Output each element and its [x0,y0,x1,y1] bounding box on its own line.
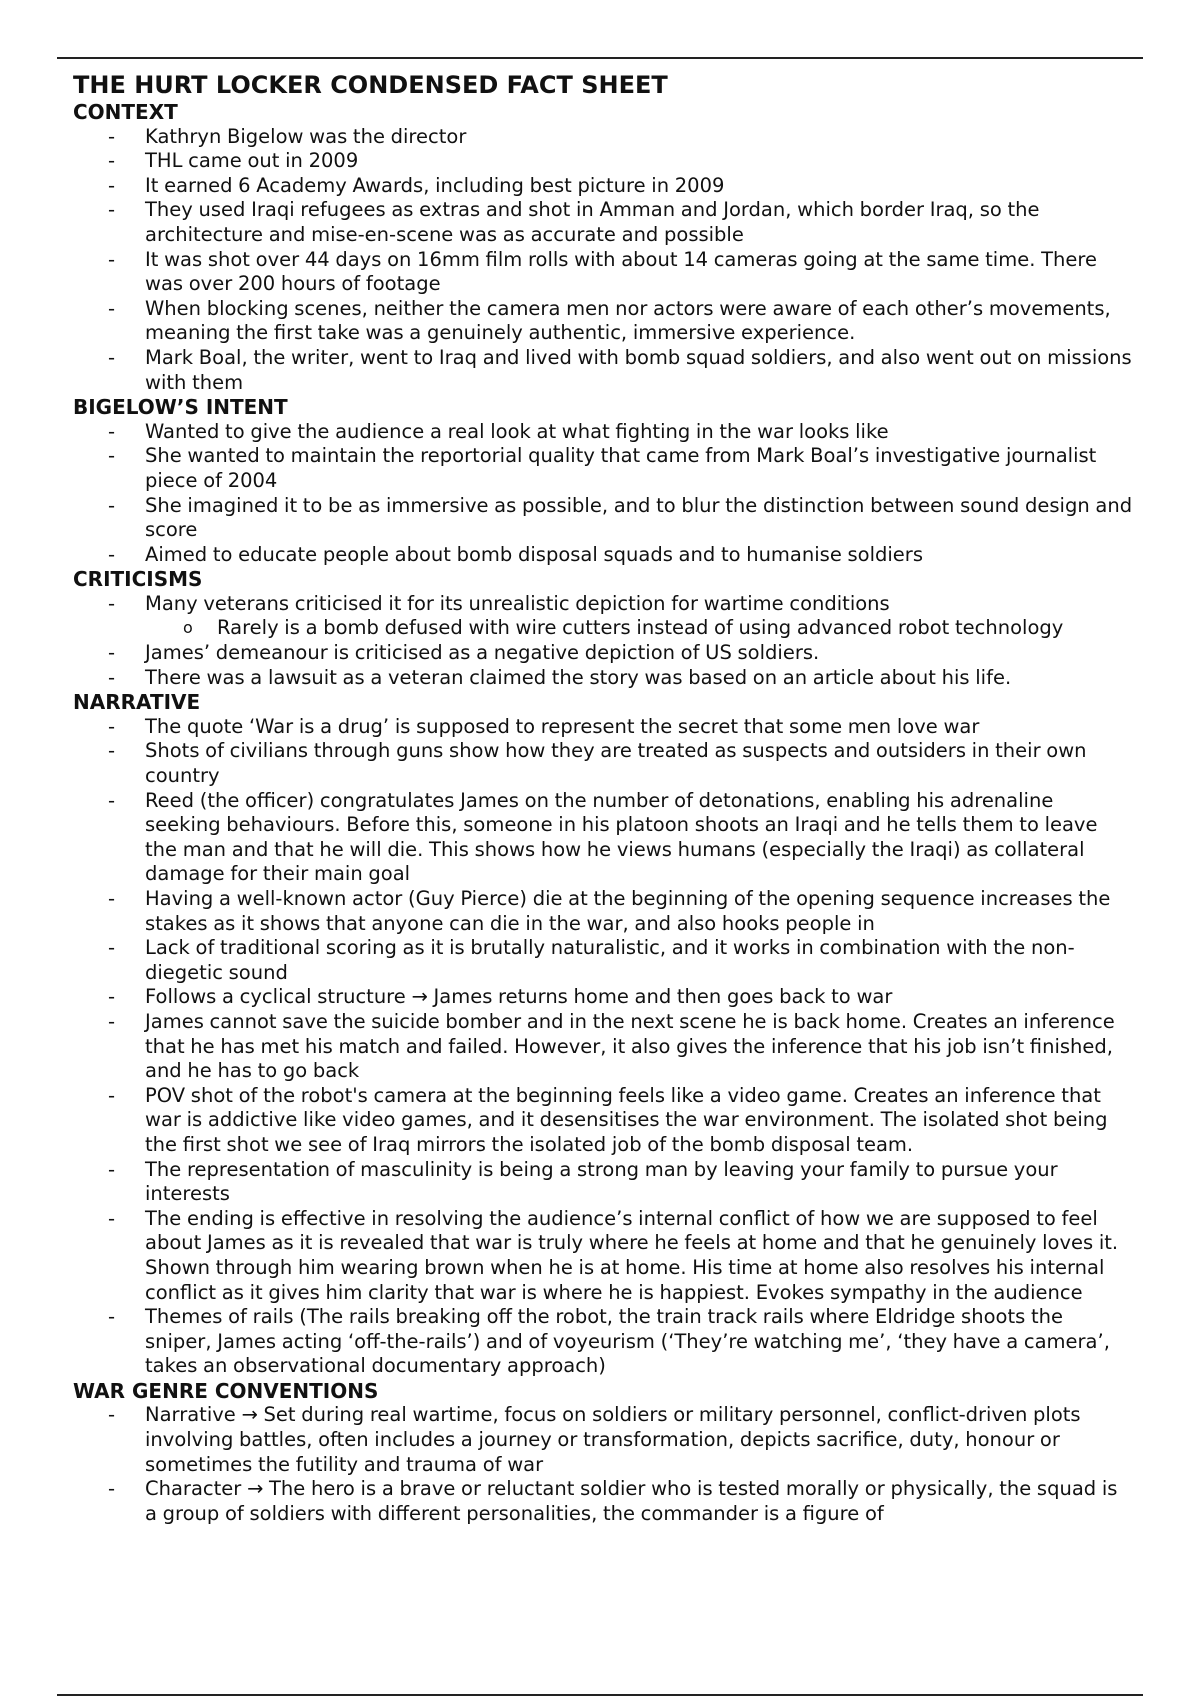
list-item: - The quote ‘War is a drug’ is supposed to represent the secret that some men love war [73,715,1133,740]
list-item: - Reed (the officer) congratulates James on the number of detonations, enabling his adrenaline seeking behaviours. Before this, someone in his platoon shoots an Iraqi and he tells them to leave the man and that he will die. This shows how he views humans (especially the Iraqi) as collateral damage for their main goal [73,789,1133,887]
list-item: - James’ demeanour is criticised as a negative depiction of US soldiers. [73,641,1133,666]
list-item: - The ending is effective in resolving the audience’s internal conflict of how we are supposed to feel about James as it is revealed that war is truly where he feels at home and that he genuinely loves it. Shown through him wearing brown when he is at home. His time at home also resolves his internal conflict as it gives him clarity that war is where he is happiest. Evokes sympathy in the audience [73,1207,1133,1305]
list-item: - POV shot of the robot's camera at the beginning feels like a video game. Creates an inference that war is addictive like video games, and it desensitises the war environment. The isolated shot being the first shot we see of Iraq mirrors the isolated job of the bomb disposal team. [73,1084,1133,1158]
section-heading-criticisms: CRITICISMS [73,567,203,592]
criticisms-list [73,592,1133,690]
list-item: - Narrative → Set during real wartime, focus on soldiers or military personnel, conflict-driven plots involving battles, often includes a journey or transformation, depicts sacrifice, duty, honour or sometimes the futility and trauma of war [73,1403,1133,1477]
list-item-text: - Many veterans criticised it for its unrealistic depiction for wartime conditions [145,591,890,615]
list-item: - The representation of masculinity is being a strong man by leaving your family to pursue your interests [73,1158,1133,1207]
list-item: - When blocking scenes, neither the camera men nor actors were aware of each other’s movements, meaning the first take was a genuinely authentic, immersive experience. [73,297,1133,346]
list-item: - It was shot over 44 days on 16mm film rolls with about 14 cameras going at the same time. There was over 200 hours of footage [73,248,1133,297]
list-item: - They used Iraqi refugees as extras and shot in Amman and Jordan, which border Iraq, so the architecture and mise-en-scene was as accurate and possible [73,198,1133,247]
list-item: - James cannot save the suicide bomber and in the next scene he is back home. Creates an inference that he has met his match and failed. However, it also gives the inference that his job isn’t finished, and he has to go back [73,1010,1133,1084]
list-item: - She wanted to maintain the reportorial quality that came from Mark Boal’s investigative journalist piece of 2004 [73,444,1133,493]
list-item: - Lack of traditional scoring as it is brutally naturalistic, and it works in combination with the non-diegetic sound [73,936,1133,985]
bottom-rule [57,1694,1143,1696]
list-item: - Themes of rails (The rails breaking off the robot, the train track rails where Eldridge shoots the sniper, James acting ‘off-the-rails’) and of voyeurism (‘They’re watching me’, ‘they have a camera’, takes an observational documentary approach) [73,1305,1133,1379]
list-item: - There was a lawsuit as a veteran claimed the story was based on an article about his life. [73,666,1133,691]
document-title: THE HURT LOCKER CONDENSED FACT SHEET [73,71,668,99]
section-heading-narrative: NARRATIVE [73,690,201,715]
sub-list-item: o Rarely is a bomb defused with wire cutters instead of using advanced robot technology [145,616,1133,641]
context-list [73,125,1133,396]
list-item [73,592,1133,641]
list-item: - THL came out in 2009 [73,149,1133,174]
list-item: - Aimed to educate people about bomb disposal squads and to humanise soldiers [73,543,1133,568]
narrative-list [73,715,1133,1379]
fact-sheet-content [73,70,1133,1526]
list-item: - Kathryn Bigelow was the director [73,125,1133,150]
list-item: - Having a well-known actor (Guy Pierce) die at the beginning of the opening sequence increases the stakes as it shows that anyone can die in the war, and also hooks people in [73,887,1133,936]
list-item: - Follows a cyclical structure → James returns home and then goes back to war [73,985,1133,1010]
section-heading-intent: BIGELOW’S INTENT [73,395,288,420]
list-item: - Character → The hero is a brave or reluctant soldier who is tested morally or physically, the squad is a group of soldiers with different personalities, the commander is a figure of [73,1477,1133,1526]
list-item: - Mark Boal, the writer, went to Iraq and lived with bomb squad soldiers, and also went out on missions with them [73,346,1133,395]
list-item: - She imagined it to be as immersive as possible, and to blur the distinction between sound design and score [73,494,1133,543]
section-heading-war-genre-conventions: WAR GENRE CONVENTIONS [73,1378,379,1403]
list-item: - Wanted to give the audience a real look at what fighting in the war looks like [73,420,1133,445]
intent-list [73,420,1133,568]
criticisms-sublist [145,616,1133,641]
list-item: - Shots of civilians through guns show how they are treated as suspects and outsiders in their own country [73,739,1133,788]
war-genre-list [73,1403,1133,1526]
list-item: - It earned 6 Academy Awards, including best picture in 2009 [73,174,1133,199]
top-rule [57,57,1143,59]
section-heading-context: CONTEXT [73,100,178,124]
